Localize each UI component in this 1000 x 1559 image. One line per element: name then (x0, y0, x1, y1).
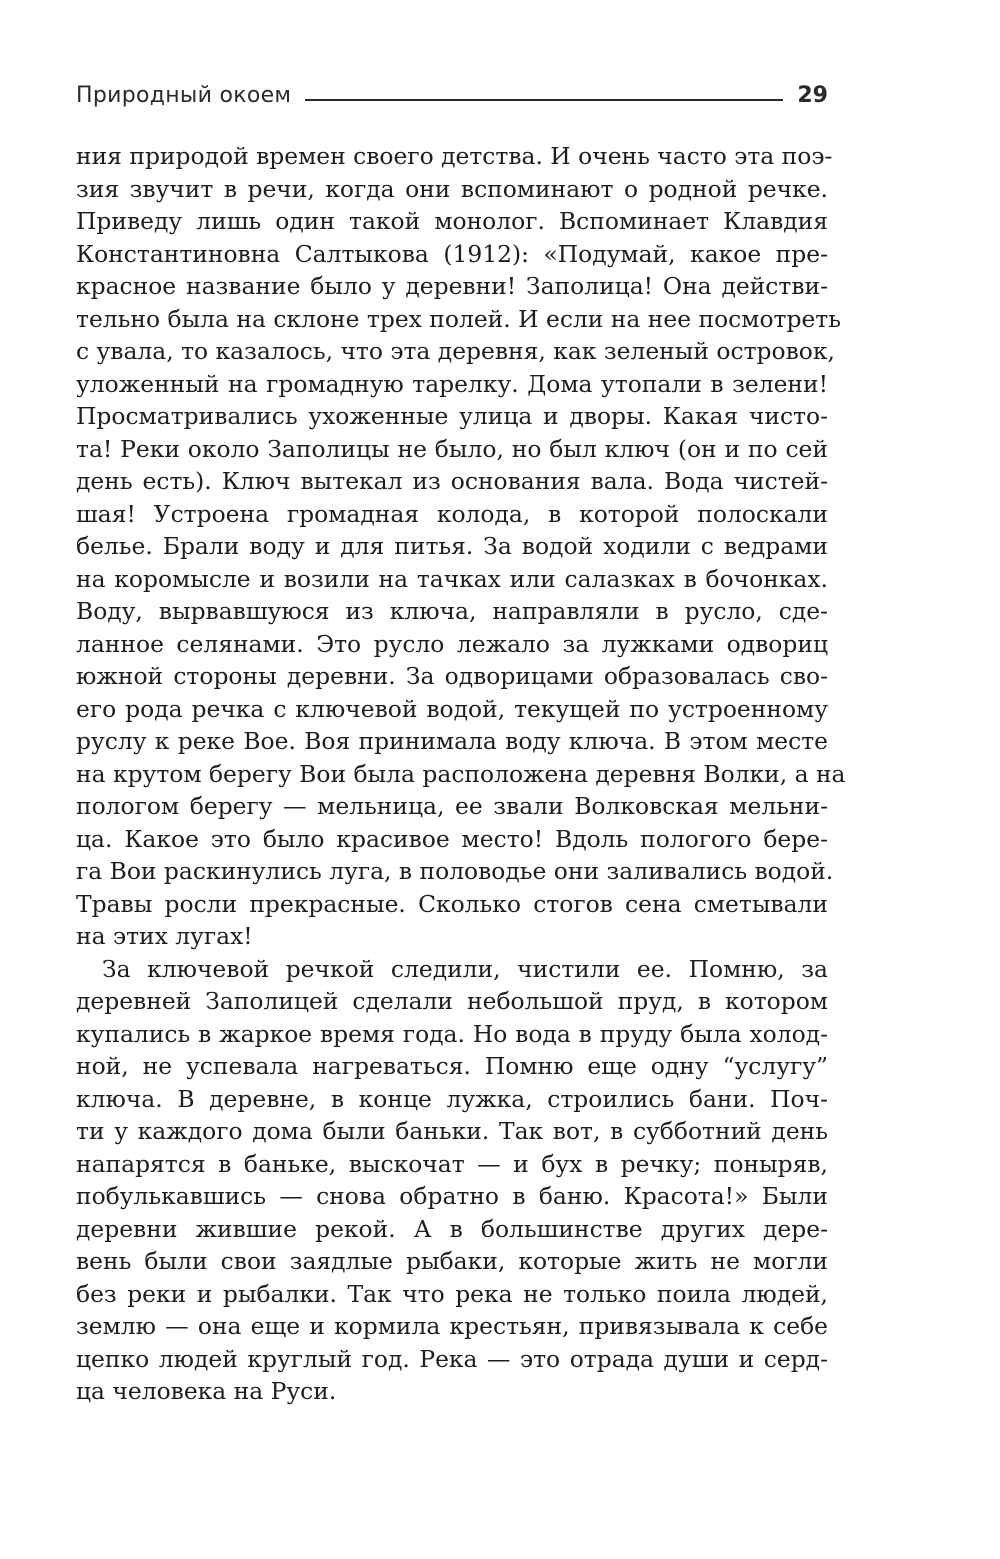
text-line: ца человека на Руси. (76, 1377, 337, 1405)
text-line: Константиновна Салтыкова (1912): «Подумай, какое пре- (76, 239, 828, 268)
text-line: зия звучит в речи, когда они вспоминают о родной речке. (76, 174, 828, 203)
text-line: ния природой времен своего детства. И очень часто эта поэ- (76, 142, 833, 170)
text-line: южной стороны деревни. За одворицами образовалась сво- (76, 662, 828, 690)
text-line: деревней Заполицей сделали небольшой пруд, в котором (76, 987, 828, 1015)
text-line: тельно была на склоне трех полей. И если на нее посмотреть (76, 304, 841, 333)
text-line: на крутом берегу Вои была расположена деревня Волки, а на (76, 759, 846, 788)
running-header (76, 80, 828, 110)
text-line: уложенный на громадную тарелку. Дома утопали в зелени! (76, 369, 828, 398)
text-line: без реки и рыбалки. Так что река не только поила людей, (76, 1279, 828, 1308)
text-line: руслу к реке Вое. Воя принимала воду ключа. В этом месте (76, 727, 828, 755)
text-line: побулькавшись — снова обратно в баню. Красота!» Были (76, 1182, 828, 1210)
text-line: та! Реки около Заполицы не было, но был ключ (он и по сей (76, 434, 828, 463)
header-rule (305, 99, 783, 101)
text-line: Травы росли прекрасные. Сколько стогов сена сметывали (76, 889, 828, 918)
text-line: ланное селянами. Это русло лежало за лужками одвориц (76, 629, 828, 658)
text-line: Воду, вырвавшуюся из ключа, направляли в русло, сде- (76, 597, 828, 625)
text-line: на этих лугах! (76, 922, 253, 950)
text-line: ключа. В деревне, в конце лужка, строились бани. Поч- (76, 1084, 828, 1113)
text-line: ца. Какое это было красивое место! Вдоль пологого бере- (76, 824, 828, 853)
page-number: 29 (797, 82, 828, 108)
text-line: белье. Брали воду и для питья. За водой ходили с ведрами (76, 532, 828, 560)
text-line: день есть). Ключ вытекал из основания вала. Вода чистей- (76, 467, 828, 495)
text-line: цепко людей круглый год. Река — это отрада души и серд- (76, 1344, 828, 1373)
text-line: За ключевой речкой следили, чистили ее. Помню, за (102, 954, 828, 983)
text-line: его рода речка с ключевой водой, текущей по устроенному (76, 694, 828, 723)
text-line: напарятся в баньке, выскочат — и бух в речку; поныряв, (76, 1149, 828, 1178)
text-line: на коромысле и возили на тачках или салазках в бочонках. (76, 564, 828, 593)
paragraph (76, 140, 846, 953)
text-line: шая! Устроена громадная колода, в которой полоскали (76, 499, 828, 528)
text-line: ти у каждого дома были баньки. Так вот, в субботний день (76, 1117, 828, 1145)
text-line: Просматривались ухоженные улица и дворы. Какая чисто- (76, 402, 828, 430)
text-line: пологом берегу — мельница, ее звали Волковская мельни- (76, 792, 828, 820)
text-line: га Вои раскинулись луга, в половодье они заливались водой. (76, 857, 834, 885)
text-line: ной, не успевала нагреваться. Помню еще одну “услугу” (76, 1052, 828, 1080)
text-line: Приведу лишь один такой монолог. Вспоминает Клавдия (76, 207, 828, 235)
text-line: деревни жившие рекой. А в большинстве других дере- (76, 1214, 828, 1243)
paragraph (76, 953, 828, 1408)
section-title: Природный окоем (76, 82, 292, 108)
text-line: купались в жаркое время года. Но вода в пруду была холод- (76, 1019, 828, 1048)
text-line: землю — она еще и кормила крестьян, привязывала к себе (76, 1312, 828, 1340)
body-text (76, 140, 846, 1408)
text-line: красное название было у деревни! Заполица! Она действи- (76, 272, 828, 300)
text-line: вень были свои заядлые рыбаки, которые жить не могли (76, 1247, 828, 1275)
text-line: с увала, то казалось, что эта деревня, как зеленый островок, (76, 337, 835, 365)
